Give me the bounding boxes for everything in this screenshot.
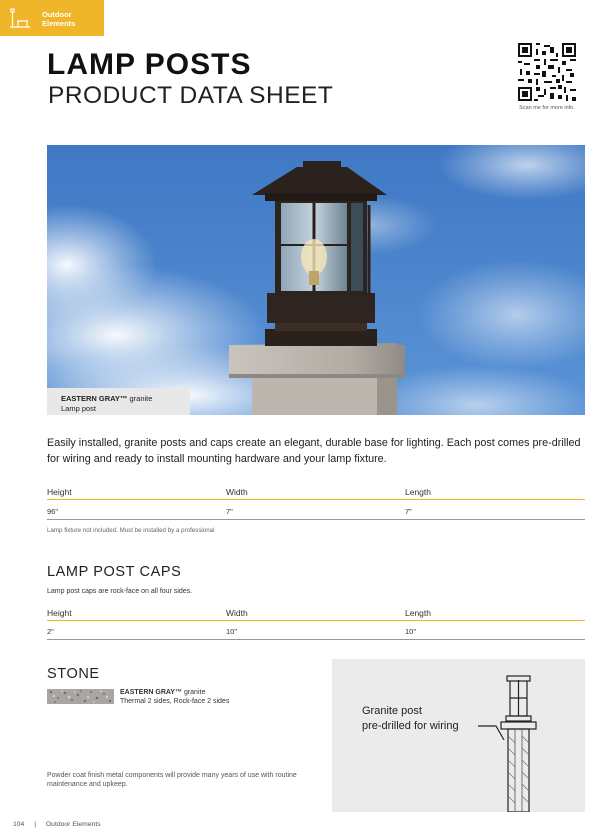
qr-code[interactable] <box>518 43 576 101</box>
stone-maintenance-note: Powder coat finish metal components will provide many years of use with routine maintenance and upkeep. <box>47 772 297 788</box>
caps-table-divider <box>47 620 585 621</box>
page-footer <box>13 821 101 828</box>
caps-value-height: 2" <box>47 627 54 636</box>
hero-caption-line2: Lamp post <box>61 404 97 413</box>
footer-separator: | <box>34 821 36 828</box>
hero-caption-material: granite <box>129 394 153 403</box>
intro-paragraph: Easily installed, granite posts and caps create an elegant, durable base for lighting. Each post comes pre-drilled for wiring and ready to install mounting hardware and your lamp fixture. <box>47 437 581 465</box>
caps-section-title: LAMP POST CAPS <box>47 564 182 580</box>
post-value-length: 7" <box>405 507 412 516</box>
lamp-post-diagram <box>470 670 550 812</box>
post-table-divider <box>47 499 585 500</box>
post-header-length: Length <box>405 487 431 497</box>
granite-swatch <box>47 689 114 704</box>
post-header-width: Width <box>226 487 248 497</box>
post-table-note: Lamp fixture not included. Must be installed by a professional <box>47 527 215 534</box>
page-subtitle: PRODUCT DATA SHEET <box>48 82 334 109</box>
stone-name <box>120 689 205 696</box>
lamp-post-icon <box>9 8 31 28</box>
hero-caption-brand: EASTERN GRAY™ <box>61 394 128 403</box>
hero-lamp-post-photo <box>47 145 585 415</box>
post-value-width: 7" <box>226 507 233 516</box>
caps-value-width: 10" <box>226 627 238 636</box>
stone-section-title: STONE <box>47 666 100 682</box>
footer-section: Outdoor Elements <box>45 821 101 828</box>
post-value-height: 96" <box>47 507 59 516</box>
stone-brand: EASTERN GRAY™ <box>120 689 182 696</box>
caps-table-bottom-rule <box>47 639 585 640</box>
post-table-bottom-rule <box>47 519 585 520</box>
page-title: LAMP POSTS <box>47 48 252 81</box>
diagram-label-line1: Granite post <box>362 705 422 717</box>
post-header-height: Height <box>47 487 72 497</box>
caps-header-length: Length <box>405 608 431 618</box>
qr-caption: Scan me for more info. <box>519 105 575 111</box>
stone-finish: Thermal 2 sides, Rock-face 2 sides <box>120 698 230 705</box>
caps-header-height: Height <box>47 608 72 618</box>
stone-material: granite <box>183 689 206 696</box>
caps-header-width: Width <box>226 608 248 618</box>
caps-value-length: 10" <box>405 627 417 636</box>
page-number: 104 <box>13 821 25 828</box>
section-tab-label: Outdoor Elements <box>42 10 76 28</box>
diagram-label-line2: pre-drilled for wiring <box>362 720 459 732</box>
hero-caption-line1 <box>61 394 152 403</box>
caps-description: Lamp post caps are rock-face on all four sides. <box>47 588 193 595</box>
